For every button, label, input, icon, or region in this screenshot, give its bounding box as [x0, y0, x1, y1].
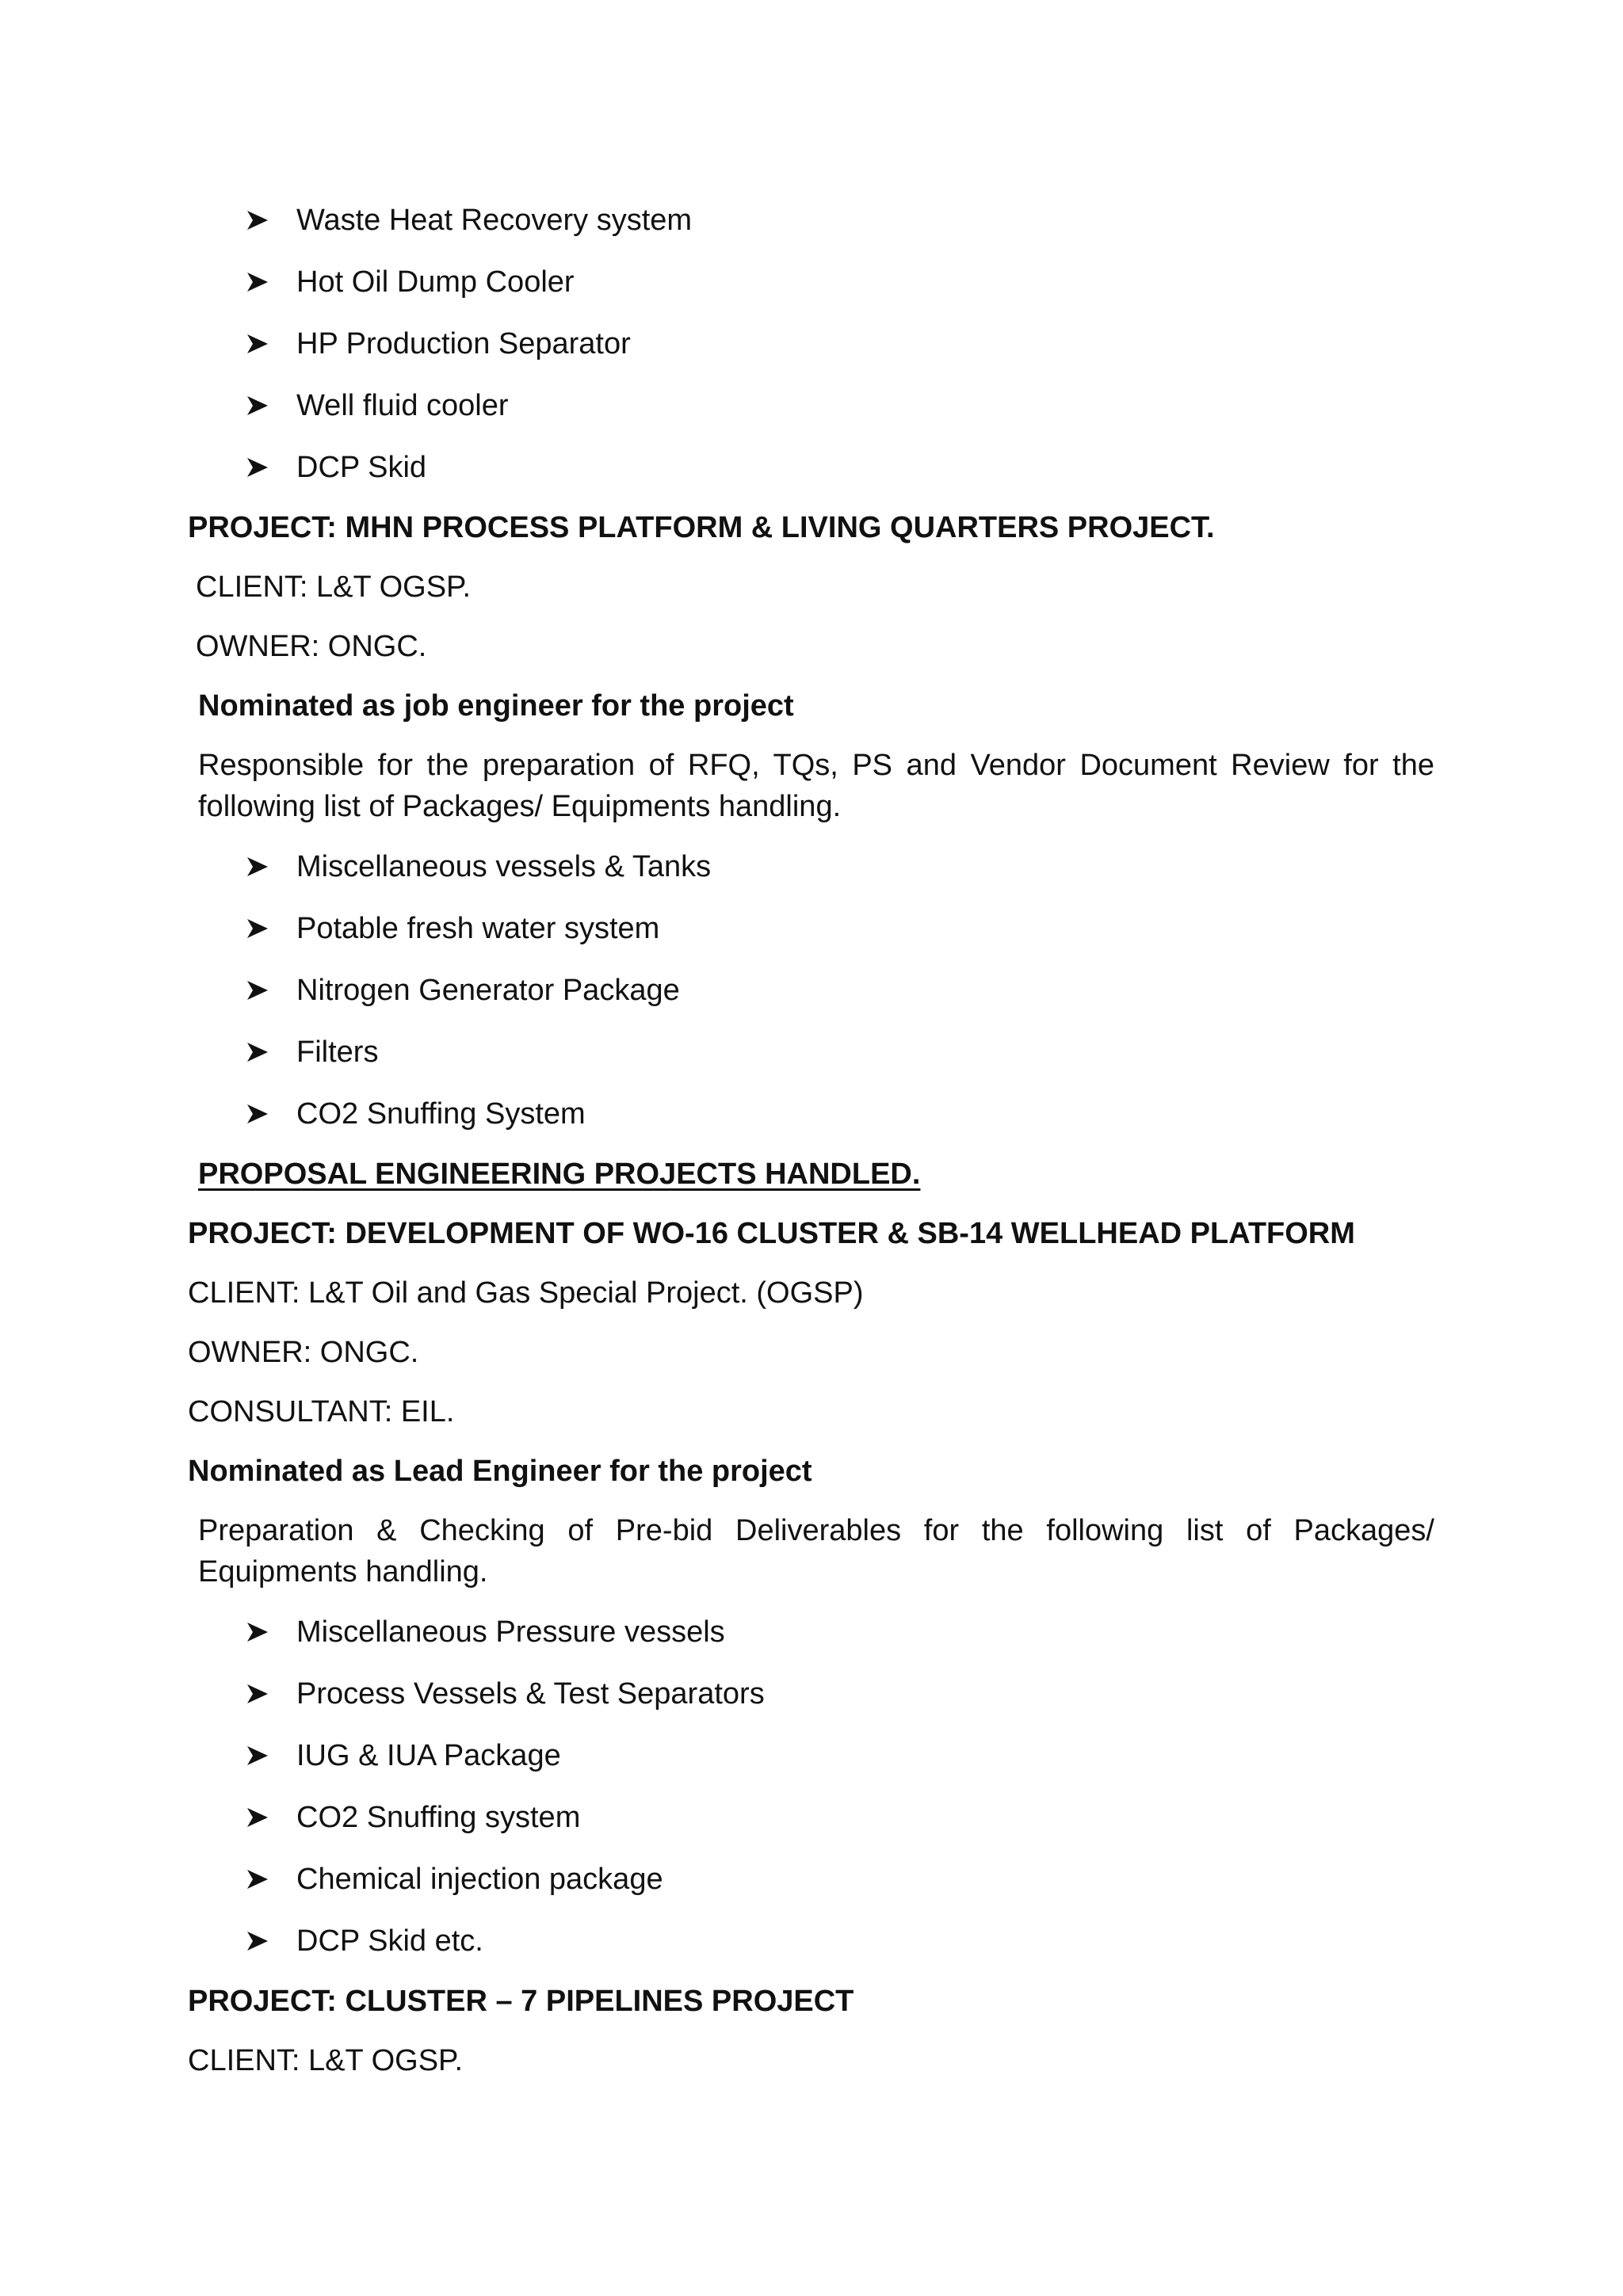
arrow-bullet-icon	[246, 1745, 269, 1767]
document-page: Waste Heat Recovery system Hot Oil Dump Cooler HP Production Separator Well fluid cooler DCP Skid PROJECT: MHN PROCESS PLATFORM & LIVING QUARTERS PROJECT. CLIENT: L&T OGSP. OWNER: ONGC. Nominated as job engineer for the project Responsible for the preparation of RFQ, TQs, PS and Vendor Document Review for the following list of Packages/ Equipments handling. Miscellaneous vessels & Tanks Potable fresh water system Nitrogen Generator Package Filters CO2 Snuffing System PROPOSAL ENGINEERING PROJECTS HANDLED. PROJECT: DEVELOPMENT OF WO-16 CLUSTER & SB-14 WELLHEAD PLATFORM CLIENT: L&T Oil and Gas Special Project. (OGSP) OWNER: ONGC. CONSULTANT: EIL. Nominated as Lead Engineer for the project Preparation & Checking of Pre-bid Deliverables for the following list of Packages/ Equipments handling. Miscellaneous Pressure vessels Process Vessels & Test Separators IUG & IUA Package CO2 Snuffing system Chemical injection package DCP Skid etc. PROJECT: CLUSTER – 7 PIPELINES PROJECT CLIENT: L&T OGSP.	[0, 0, 1623, 2296]
arrow-bullet-icon	[246, 1806, 269, 1829]
owner-line: OWNER: ONGC.	[196, 630, 427, 663]
project-title: PROJECT: CLUSTER – 7 PIPELINES PROJECT	[188, 1985, 854, 2018]
arrow-bullet-icon	[246, 856, 269, 878]
project-title: PROJECT: MHN PROCESS PLATFORM & LIVING QUARTERS PROJECT.	[188, 511, 1215, 544]
arrow-bullet-icon	[246, 917, 269, 940]
role-line: Nominated as job engineer for the project	[198, 689, 794, 723]
client-line: CLIENT: L&T OGSP.	[188, 2044, 464, 2077]
client-line: CLIENT: L&T Oil and Gas Special Project. (OGSP)	[188, 1276, 864, 1310]
arrow-bullet-icon	[246, 979, 269, 1001]
client-line: CLIENT: L&T OGSP.	[196, 570, 472, 604]
arrow-bullet-icon	[246, 1930, 269, 1952]
arrow-bullet-icon	[246, 1683, 269, 1705]
owner-line: OWNER: ONGC.	[188, 1336, 419, 1369]
arrow-bullet-icon	[246, 271, 269, 293]
arrow-bullet-icon	[246, 456, 269, 479]
role-line: Nominated as Lead Engineer for the project	[188, 1455, 812, 1488]
arrow-bullet-icon	[246, 209, 269, 231]
arrow-bullet-icon	[246, 1868, 269, 1890]
consultant-line: CONSULTANT: EIL.	[188, 1395, 455, 1428]
arrow-bullet-icon	[246, 395, 269, 417]
arrow-bullet-icon	[246, 1041, 269, 1063]
arrow-bullet-icon	[246, 333, 269, 355]
description-paragraph: Preparation & Checking of Pre-bid Deliverables for the following list of Packages/ Equipments handling.	[198, 1514, 1434, 1589]
section-heading: PROPOSAL ENGINEERING PROJECTS HANDLED.	[198, 1158, 921, 1191]
description-paragraph: Responsible for the preparation of RFQ, TQs, PS and Vendor Document Review for the following list of Packages/ Equipments handling.	[198, 749, 1434, 823]
arrow-bullet-icon	[246, 1621, 269, 1643]
arrow-bullet-icon	[246, 1103, 269, 1125]
project-title: PROJECT: DEVELOPMENT OF WO-16 CLUSTER & SB-14 WELLHEAD PLATFORM	[188, 1217, 1355, 1250]
